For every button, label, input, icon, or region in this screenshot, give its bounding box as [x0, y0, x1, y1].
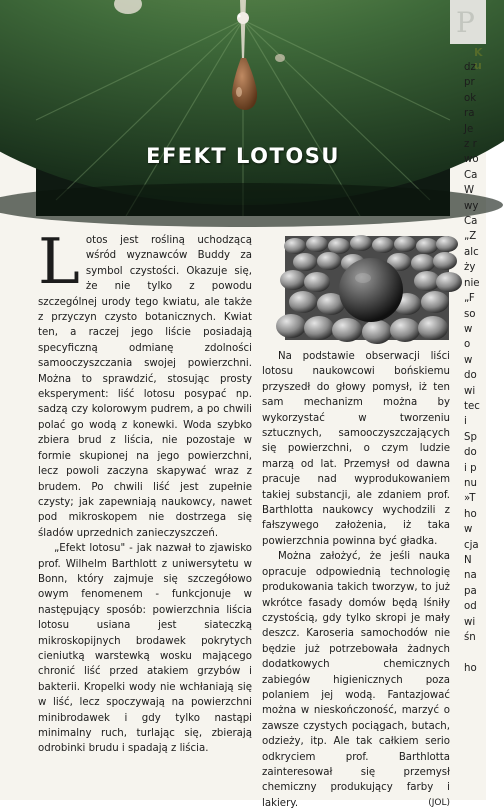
side-column-line: cja [464, 539, 479, 551]
side-column-line: »T [464, 493, 476, 505]
side-column-line: wo [464, 154, 479, 166]
side-column-line: ży [464, 262, 476, 274]
side-column-line: Sp [464, 431, 477, 443]
text-column-left [38, 225, 252, 757]
side-column-line: w [464, 524, 473, 536]
drop-cap: L [38, 225, 80, 298]
side-column-line: Ca [464, 216, 478, 228]
side-column-line: wy [464, 200, 479, 212]
micro-bumps-illustration [285, 236, 449, 340]
side-column-line: w [464, 354, 473, 366]
side-column-heading: K u [474, 46, 483, 72]
side-column-line: pa [464, 585, 477, 597]
decorative-corner: P [450, 0, 486, 44]
side-column-cut [464, 60, 504, 676]
article-title: EFEKT LOTOSU [146, 144, 340, 168]
side-column-line: dz [464, 62, 476, 73]
side-column-line: do [464, 370, 477, 382]
side-column-line: śn [464, 632, 476, 644]
side-column-line: nu [464, 477, 477, 489]
lotus-leaf-photo [36, 0, 450, 216]
side-column-line: ho [464, 508, 477, 520]
side-column-line [464, 645, 504, 660]
side-column-line: na [464, 570, 477, 582]
side-column-line: nie [464, 277, 480, 289]
side-column-line: „Z [464, 231, 477, 243]
lotus-leaf-illustration [36, 0, 450, 216]
side-column-line: ho [464, 662, 477, 674]
side-column-line: W [464, 185, 475, 197]
paragraph-idea: Na podstawie obserwacji liści lotosu naukowcowi bońskiemu przyszedł do głowy pomysł, iż ten sam mechanizm można by wykorzystać w tworzeniu sztucznych, samooczyszczających się powierzchni, o czym ludzie marzą od lat. Przemysł od dawna pracuje nad wyprodukowaniem takiej substancji, ale zdaniem prof. Barthlotta naukowcy wychodzili z fałszywego założenia, iż taka powierzchnia powinna być gładka. [262, 351, 450, 547]
side-column-line: od [464, 601, 477, 613]
side-column-line: ok [464, 92, 477, 104]
microscope-photo [285, 236, 449, 340]
paragraph-outlook: Można założyć, że jeśli nauka opracuje odpowiednią technologię produkowania takich tworzyw, to już wkrótce fasady domów będą lśniły czystością, gdy tylko skropi je mały deszcz. Karoseria samochodów nie będzie już potrzebowała żadnych dodatkowych chemicznych zabiegów higienicznych poza polaniem jej wodą. Fantazjować można w nieskończoność, marzyć o zawsze czystych pociągach, butach, odzieży, itp. Ale tak całkiem serio odkryciem prof. Barthlotta zainteresował się przemysł chemiczny produkujący farby i lakiery. (JOL) [262, 549, 450, 811]
side-column-line: do [464, 447, 477, 459]
side-column-line: w [464, 323, 473, 335]
paragraph-intro: Lotos jest rośliną uchodzącą wśród wyznawców Buddy za symbol czystości. Okazuje się, że nie tylko z powodu szczególnej urody tego kwiatu, ale także z przyczyn czysto botanicznych. Kwiat ten, a raczej jego liście posiadają specyficzną odmianę zdolności samooczyszczania swojej powierzchni. Można to sprawdzić, stosując prosty eksperyment: liść lotosu posypać np. sadzą czy kolorowym pudrem, a po chwili polać go wodą z konewki. Woda szybko zbiera brud z liścia, nie pozostaje w formie skupionej na jego powierzchni, lecz powoli zaczyna skapywać wraz z brudem. Po chwili liść jest zupełnie czysty; jak zapewniają naukowcy, nawet pod mikroskopem nie dostrzega się śladów uprzednich zanieczyszczeń. [38, 225, 252, 539]
paragraph-mechanism: „Efekt lotosu" - jak nazwał to zjawisko prof. Wilhelm Barthlott z uniwersytetu w Bonn, który zajmuje się szczegółowo owym fenomenem - funkcjonuje w następujący sposób: powierzchnia liścia lotosu usiana jest siateczką mikroskopijnych brodawek pokrytych cieniutką warstewką wosku mającego chronić liść przed atakiem grzybów i bakterii. Kropelki wody nie wchłaniają się w liść, lecz spoczywają na powierzchni minibrodawek i gdy tylko nastąpi minimalny ruch, turlając się, zbierają odrobinki brudu i spadają z liścia. [38, 543, 252, 755]
text-column-right [262, 349, 450, 811]
side-column-line: wi [464, 385, 476, 397]
side-column-line: Ca [464, 169, 478, 181]
side-column-line: N [464, 555, 472, 566]
side-column-line: pr [464, 77, 475, 89]
side-column-line: ra [464, 108, 475, 120]
side-column-line: z r [464, 139, 477, 151]
author-signature: (JOL) [428, 797, 450, 808]
side-column-line: tec [464, 400, 480, 412]
side-column-line: „F [464, 293, 475, 305]
side-column-line: i [464, 416, 467, 428]
side-column-line: Je [464, 123, 474, 135]
side-column-line: o [464, 339, 471, 351]
side-column-line: i p [464, 462, 477, 474]
side-column-line: alc [464, 246, 479, 258]
side-column-line: wi [464, 616, 476, 628]
side-column-line: so [464, 308, 476, 320]
